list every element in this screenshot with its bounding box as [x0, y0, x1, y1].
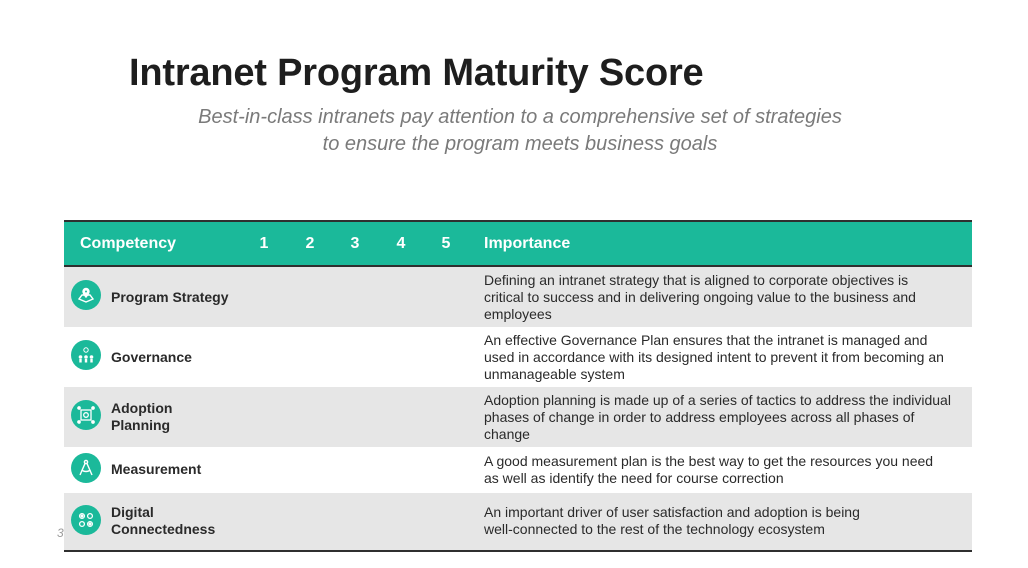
column-header-score-2: 2 — [305, 235, 315, 252]
importance-text: An important driver of user satisfaction and adoption is being well-connected to the rest of the technology ecosystem — [484, 504, 860, 537]
subtitle-line: Best-in-class intranets pay attention to a comprehensive set of strategies — [198, 106, 842, 128]
competency-label: Adoption Planning — [111, 400, 173, 433]
table-row — [64, 387, 972, 447]
slide-number: 3 — [57, 526, 64, 540]
column-header-score-5: 5 — [441, 235, 451, 252]
governance-people-icon — [71, 340, 101, 370]
importance-text: Defining an intranet strategy that is aligned to corporate objectives is critical to success and in delivering ongoing value to the business and employees — [484, 272, 916, 322]
table-row — [64, 267, 972, 327]
column-header-score-4: 4 — [396, 235, 406, 252]
column-header-score-3: 3 — [350, 235, 360, 252]
table-header-row — [64, 222, 972, 267]
competency-label: Program Strategy — [111, 289, 229, 305]
compass-icon — [71, 453, 101, 483]
table-row — [64, 327, 972, 387]
subtitle-line: to ensure the program meets business goals — [322, 133, 718, 155]
competency-label: Digital Connectedness — [111, 504, 216, 537]
column-header-importance: Importance — [484, 235, 571, 252]
column-header-competency: Competency — [80, 235, 177, 252]
column-header-score-1: 1 — [259, 235, 269, 252]
network-nodes-icon — [71, 505, 101, 535]
competency-label: Measurement — [111, 461, 202, 477]
table-row — [64, 447, 972, 493]
map-pin-icon — [71, 280, 101, 310]
importance-text: Adoption planning is made up of a series of tactics to address the individual phases of change in order to address employees across all phases of change — [484, 392, 951, 442]
importance-text: A good measurement plan is the best way to get the resources you need as well as identify the need for course correction — [484, 453, 934, 486]
importance-text: An effective Governance Plan ensures that the intranet is managed and used in accordance with its designed intent to prevent it from becoming an unmanageable system — [484, 332, 944, 382]
adoption-target-icon — [71, 400, 101, 430]
page-subtitle — [160, 104, 880, 158]
maturity-score-table — [64, 220, 972, 552]
table-row — [64, 493, 972, 550]
page-title: Intranet Program Maturity Score — [129, 52, 704, 94]
competency-label: Governance — [111, 349, 192, 365]
